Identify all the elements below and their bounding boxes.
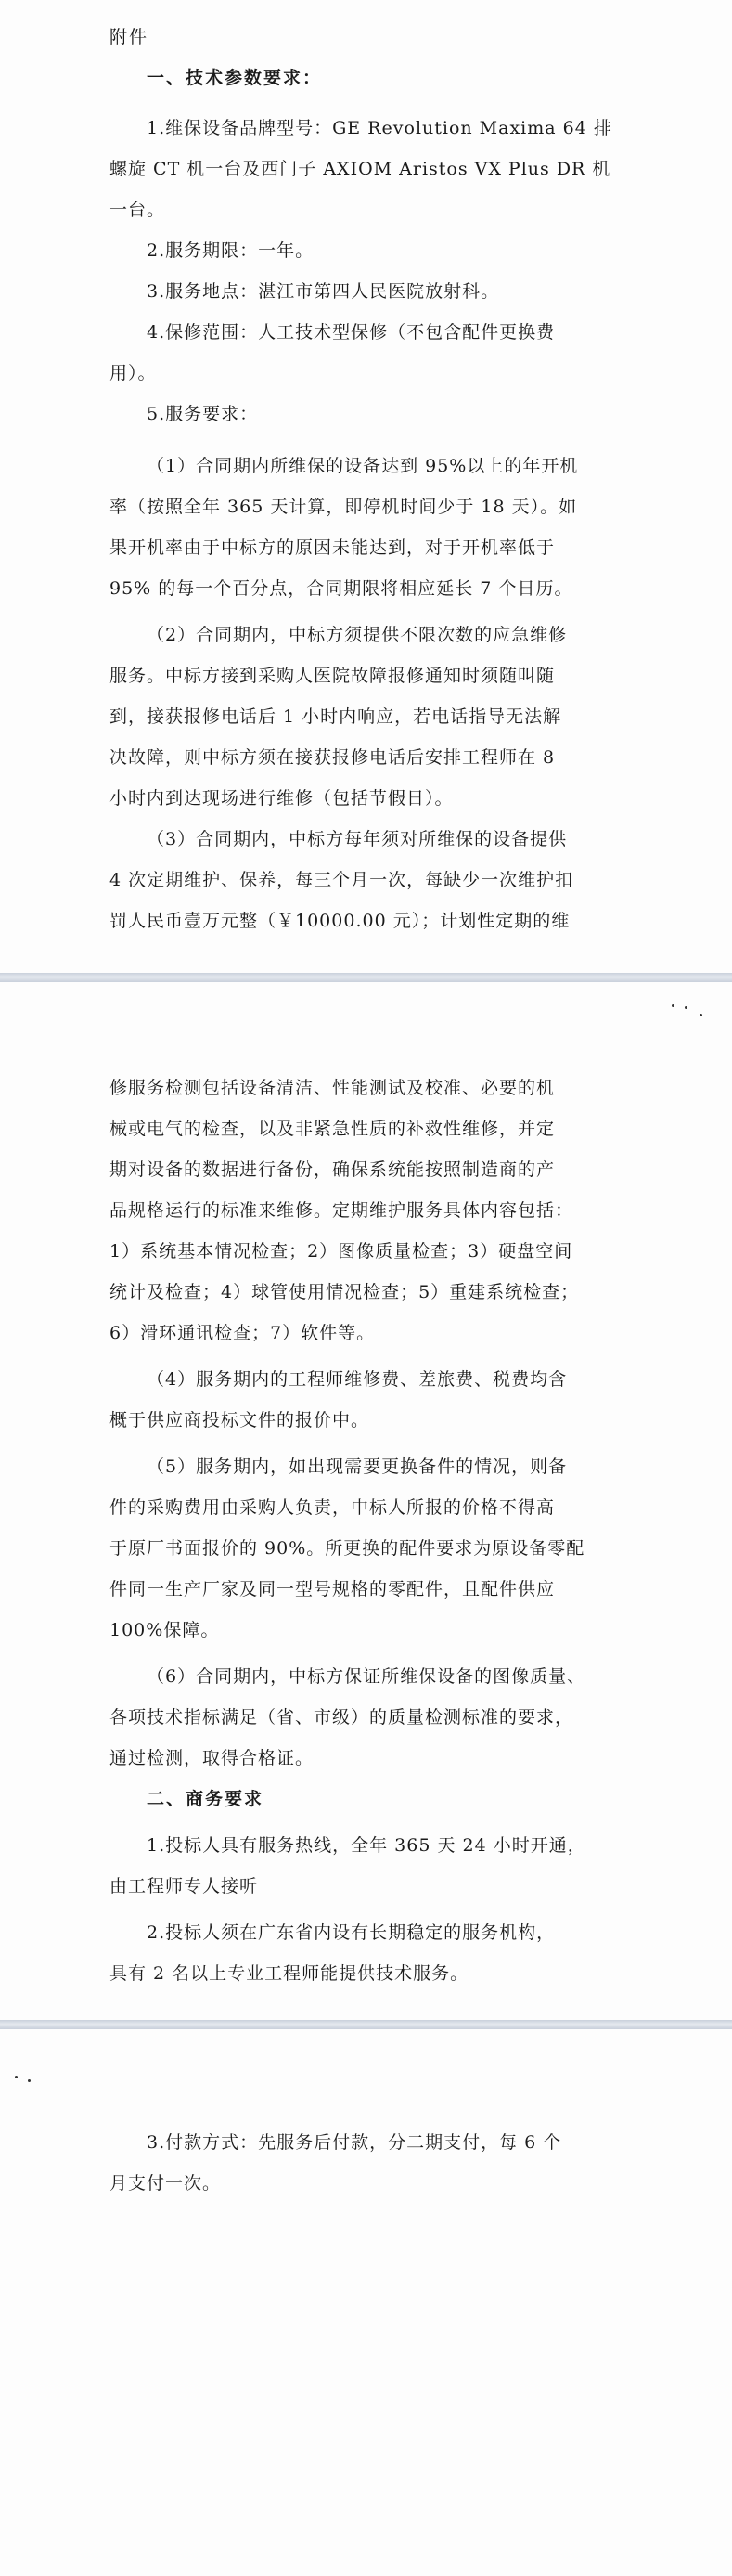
document-page-1 [0, 0, 732, 973]
paragraph-line: 95% 的每一个百分点，合同期限将相应延长 7 个日历。 [109, 578, 573, 599]
paragraph-line: 小时内到达现场进行维修（包括节假日）。 [109, 788, 454, 809]
scan-speck [672, 1004, 674, 1007]
paragraph-line: 1.维保设备品牌型号：GE Revolution Maxima 64 排 [147, 118, 612, 138]
paragraph-line: 3.服务地点：湛江市第四人民医院放射科。 [147, 281, 500, 302]
paragraph-line: （1）合同期内所维保的设备达到 95%以上的年开机 [147, 456, 579, 476]
paragraph-line: 2.服务期限：一年。 [147, 240, 315, 261]
paragraph-line: 月支付一次。 [109, 2173, 222, 2194]
paragraph-line: 通过检测，取得合格证。 [109, 1748, 315, 1768]
paragraph-line: 于原厂书面报价的 90%。所更换的配件要求为原设备零配 [109, 1538, 585, 1559]
paragraph-line: （2）合同期内，中标方须提供不限次数的应急维修 [147, 625, 568, 645]
paragraph-line: 3.付款方式：先服务后付款，分二期支付，每 6 个 [147, 2132, 562, 2153]
document-page-3 [0, 2029, 732, 2576]
paragraph-line: 1.投标人具有服务热线，全年 365 天 24 小时开通， [147, 1835, 586, 1856]
paragraph-line: 由工程师专人接听 [109, 1876, 259, 1896]
paragraph-line: （3）合同期内，中标方每年须对所维保的设备提供 [147, 829, 568, 849]
paragraph-line: （5）服务期内，如出现需要更换备件的情况，则备 [147, 1456, 568, 1477]
page-divider [0, 2020, 732, 2029]
paragraph-line: 件的采购费用由采购人负责，中标人所报的价格不得高 [109, 1497, 556, 1518]
paragraph-line: 期对设备的数据进行备份，确保系统能按照制造商的产 [109, 1159, 556, 1180]
paragraph-line: 4.保修范围：人工技术型保修（不包含配件更换费 [147, 322, 556, 343]
paragraph-line: （6）合同期内，中标方保证所维保设备的图像质量、 [147, 1666, 586, 1687]
paragraph-line: 件同一生产厂家及同一型号规格的零配件，且配件供应 [109, 1579, 556, 1599]
paragraph-line: 1）系统基本情况检查；2）图像质量检查；3）硬盘空间 [109, 1241, 573, 1262]
document-page-2 [0, 982, 732, 2020]
scan-speck [685, 1006, 687, 1009]
page-divider [0, 973, 732, 982]
scan-speck [28, 2079, 31, 2082]
paragraph-line: 2.投标人须在广东省内设有长期稳定的服务机构， [147, 1922, 556, 1943]
paragraph-line: 率（按照全年 365 天计算，即停机时间少于 18 天）。如 [109, 497, 578, 517]
paragraph-line: 械或电气的检查，以及非紧急性质的补救性维修，并定 [109, 1119, 556, 1139]
paragraph-line: 统计及检查；4）球管使用情况检查；5）重建系统检查； [109, 1282, 580, 1302]
paragraph-line: 罚人民币壹万元整（￥10000.00 元）；计划性定期的维 [109, 911, 571, 931]
paragraph-line: 一台。 [109, 200, 166, 220]
paragraph-line: 果开机率由于中标方的原因未能达到，对于开机率低于 [109, 537, 556, 558]
section-heading-technical: 一、技术参数要求： [147, 68, 323, 88]
paragraph-line: 5.服务要求： [147, 404, 259, 424]
paragraph-line: 具有 2 名以上专业工程师能提供技术服务。 [109, 1963, 469, 1984]
section-heading-business: 二、商务要求 [147, 1789, 264, 1809]
paragraph-line: 4 次定期维护、保养，每三个月一次，每缺少一次维护扣 [109, 870, 574, 890]
paragraph-line: 修服务检测包括设备清洁、性能测试及校准、必要的机 [109, 1078, 556, 1098]
paragraph-line: 用）。 [109, 363, 157, 383]
paragraph-line: 服务。中标方接到采购人医院故障报修通知时须随叫随 [109, 666, 556, 686]
paragraph-line: 品规格运行的标准来维修。定期维护服务具体内容包括： [109, 1200, 574, 1221]
paragraph-line: （4）服务期内的工程师维修费、差旅费、税费均含 [147, 1369, 568, 1390]
paragraph-line: 6）滑环通讯检查；7）软件等。 [109, 1323, 376, 1343]
paragraph-line: 概于供应商投标文件的报价中。 [109, 1410, 370, 1430]
scan-speck [15, 2076, 18, 2078]
paragraph-line: 螺旋 CT 机一台及西门子 AXIOM Aristos VX Plus DR 机 [109, 159, 611, 179]
paragraph-line: 到，接获报修电话后 1 小时内响应，若电话指导无法解 [109, 706, 562, 727]
paragraph-line: 100%保障。 [109, 1620, 220, 1640]
paragraph-line: 决故障，则中标方须在接获报修电话后安排工程师在 8 [109, 747, 556, 768]
attachment-label: 附件 [109, 27, 149, 47]
paragraph-line: 各项技术指标满足（省、市级）的质量检测标准的要求， [109, 1707, 574, 1728]
scan-speck [700, 1014, 702, 1016]
